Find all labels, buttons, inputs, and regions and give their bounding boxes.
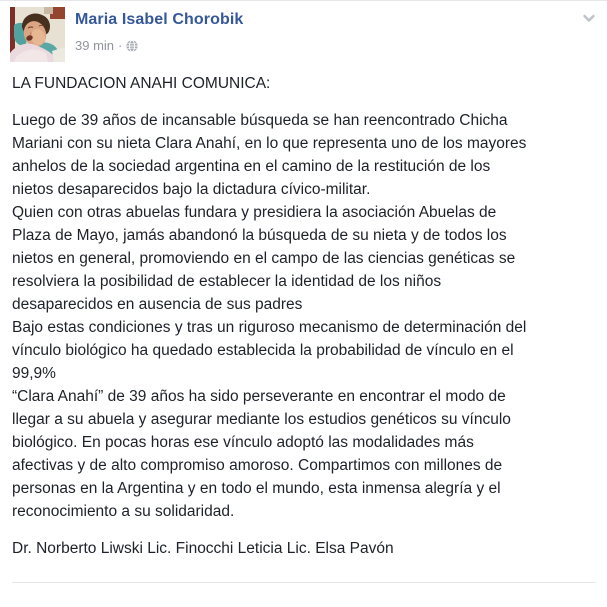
baby-photo — [10, 7, 65, 62]
post-text-line: anhelos de la sociedad argentina en el camino de la restitución de los — [12, 158, 491, 175]
post-text-line: Bajo estas condiciones y tras un riguroso mecanismo de determinación del — [12, 319, 527, 336]
globe-privacy-icon — [126, 40, 138, 52]
post-text-line: Mariani con su nieta Clara Anahí, en lo que representa uno de los mayores — [12, 135, 527, 152]
chevron-down-icon — [582, 11, 596, 25]
post-text-line: Quien con otras abuelas fundara y presidiera la asociación Abuelas de — [12, 204, 497, 221]
timestamp-link[interactable]: 39 min — [75, 38, 115, 53]
meta-separator: · — [118, 38, 123, 53]
author-name-link[interactable]: Maria Isabel Chorobik — [75, 11, 244, 28]
avatar[interactable] — [10, 7, 65, 62]
post-text-line: Dr. Norberto Liwski Lic. Finocchi Leticia Lic. Elsa Pavón — [12, 540, 394, 557]
post-header — [0, 1, 607, 67]
post-text — [0, 67, 607, 560]
post-text-line: vínculo biológico ha quedado establecida la probabilidad de vínculo en el — [12, 342, 514, 359]
post-text-line: “Clara Anahí” de 39 años ha sido perseverante en encontrar el modo de — [12, 388, 506, 405]
post-text-line: nietos en general, promoviendo en el campo de las ciencias genéticas se — [12, 250, 516, 267]
post-text-line: resolviera la posibilidad de establecer la identidad de los niños — [12, 273, 442, 290]
post-text-line: 99,9% — [12, 365, 56, 382]
post-text-line: Luego de 39 años de incansable búsqueda se han reencontrado Chicha — [12, 112, 508, 129]
post-text-line: afectivas y de alto compromiso amoroso. Compartimos con millones de — [12, 457, 503, 474]
post-text-line: LA FUNDACION ANAHI COMUNICA: — [12, 75, 271, 92]
post-text-line: biológico. En pocas horas ese vínculo adoptó las modalidades más — [12, 434, 474, 451]
post-text-line: Plaza de Mayo, jamás abandonó la búsqueda de su nieta y de todos los — [12, 227, 507, 244]
post-text-line: nietos desaparecidos bajo la dictadura cívico-militar. — [12, 181, 371, 198]
post-text-line: personas en la Argentina y en todo el mundo, esta inmensa alegría y el — [12, 480, 501, 497]
post-paragraph — [12, 537, 595, 560]
divider — [12, 582, 595, 583]
post-paragraph — [12, 109, 595, 523]
post-text-line: desaparecidos en ausencia de sus padres — [12, 296, 303, 313]
post-text-line: reconocimiento a su solidaridad. — [12, 503, 235, 520]
post-paragraph — [12, 72, 595, 95]
post-menu-button[interactable] — [580, 9, 598, 27]
post-meta — [75, 38, 138, 53]
post-text-line: llegar a su abuela y asegurar mediante los estudios genéticos su vínculo — [12, 411, 511, 428]
